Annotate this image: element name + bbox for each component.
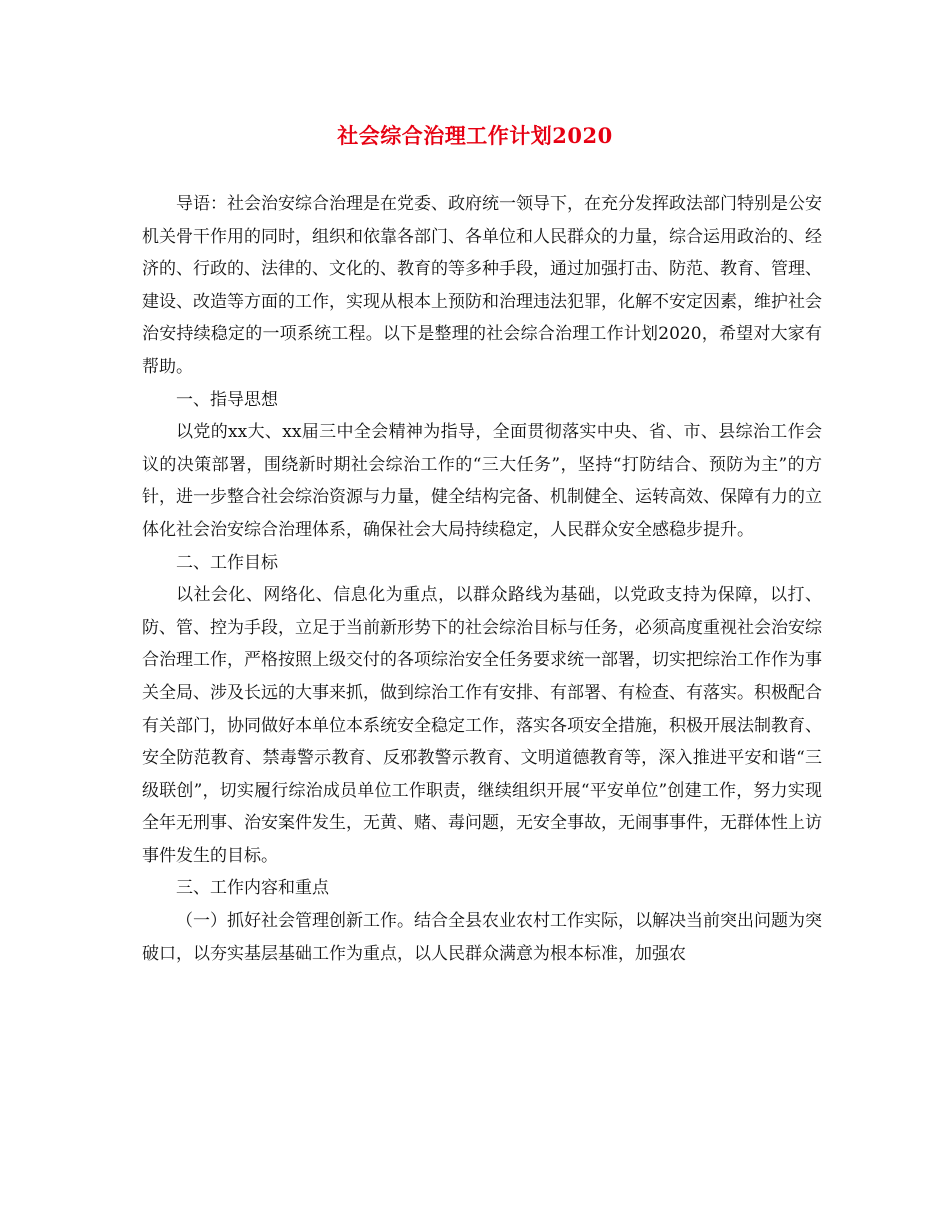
section-paragraph-guiding-ideology: 以党的xx大、xx届三中全会精神为指导，全面贯彻落实中央、省、市、县综治工作会议的决策部署，围绕新时期社会综治工作的“三大任务”，坚持“打防结合、预防为主”的方针，进一步整合社会综治资源与力量，健全结构完备、机制健全、运转高效、保障有力的立体化社会治安综合治理体系，确保社会大局持续稳定，人民群众安全感稳步提升。	[142, 422, 822, 540]
section-paragraph-work-content: （一）抓好社会管理创新工作。结合全县农业农村工作实际，以解决当前突出问题为突破口，以夯实基层基础工作为重点，以人民群众满意为根本标准，加强农	[142, 911, 822, 964]
document-body	[142, 188, 822, 970]
section-paragraph-work-goals: 以社会化、网络化、信息化为重点，以群众路线为基础，以党政支持为保障，以打、防、管、控为手段，立足于当前新形势下的社会综治目标与任务，必须高度重视社会治安综合治理工作，严格按照上级交付的各项综治安全任务要求统一部署，切实把综治工作作为事关全局、涉及长远的大事来抓，做到综治工作有安排、有部署、有检查、有落实。积极配合有关部门，协同做好本单位本系统安全稳定工作，落实各项安全措施，积极开展法制教育、安全防范教育、禁毒警示教育、反邪教警示教育、文明道德教育等，深入推进平安和谐“三级联创”，切实履行综治成员单位工作职责，继续组织开展“平安单位”创建工作，努力实现全年无刑事、治安案件发生，无黄、赌、毒问题，无安全事故，无闹事事件，无群体性上访事件发生的目标。	[142, 585, 822, 866]
section-heading-work-content: 三、工作内容和重点	[176, 878, 329, 899]
section-heading-guiding-ideology: 一、指导思想	[176, 389, 278, 410]
intro-paragraph: 导语：社会治安综合治理是在党委、政府统一领导下，在充分发挥政法部门特别是公安机关骨干作用的同时，组织和依靠各部门、各单位和人民群众的力量，综合运用政治的、经济的、行政的、法律的、文化的、教育的等多种手段，通过加强打击、防范、教育、管理、建设、改造等方面的工作，实现从根本上预防和治理违法犯罪，化解不安定因素，维护社会治安持续稳定的一项系统工程。以下是整理的社会综合治理工作计划2020，希望对大家有帮助。	[142, 194, 822, 377]
document-title: 社会综合治理工作计划2020	[337, 123, 613, 148]
section-heading-work-goals: 二、工作目标	[176, 552, 278, 573]
